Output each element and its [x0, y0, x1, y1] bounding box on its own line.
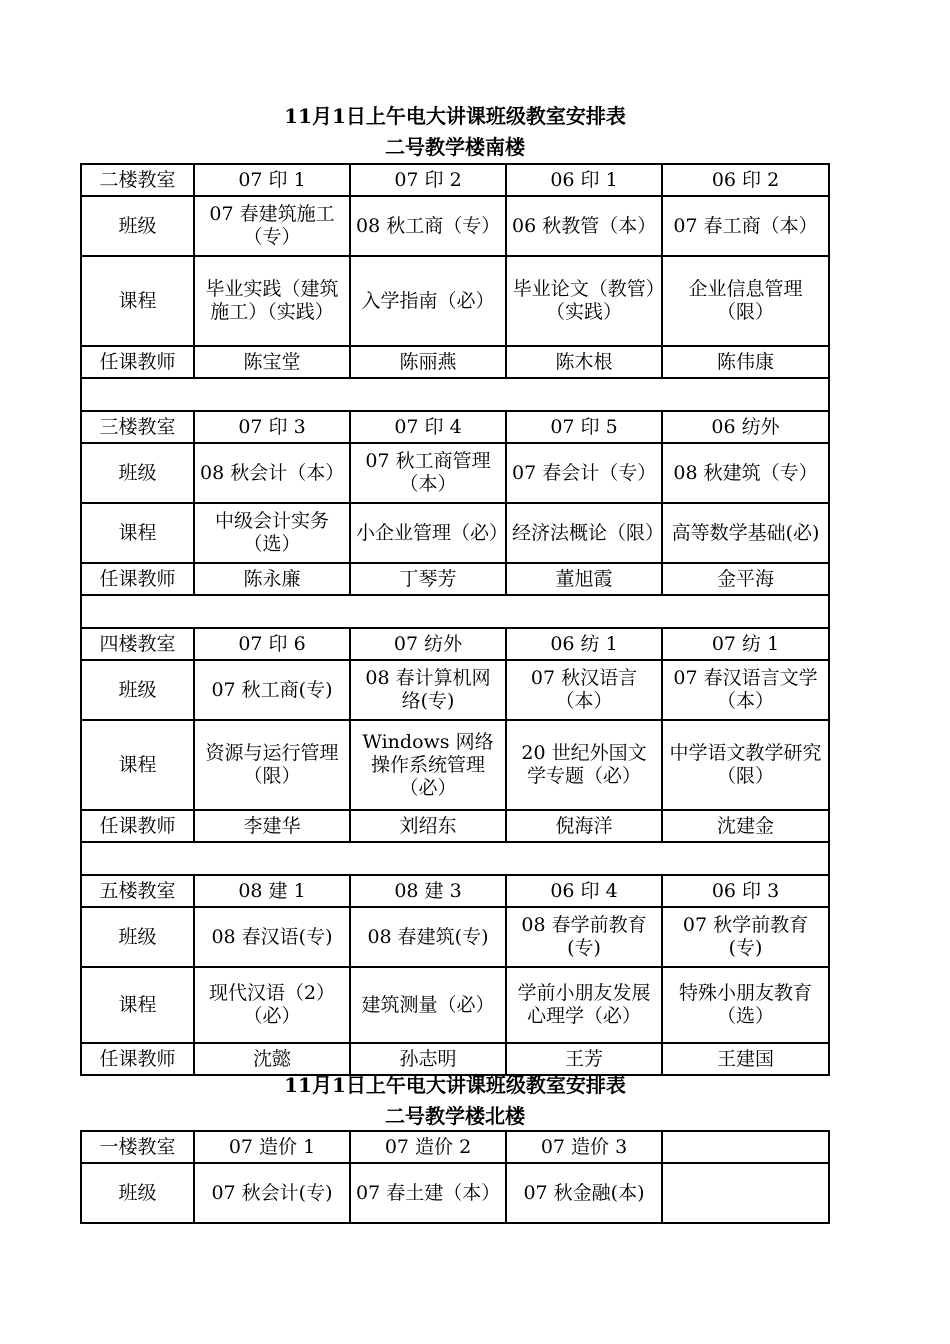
south-schedule-table	[80, 163, 830, 1076]
course-cell: 高等数学基础(必)	[662, 503, 829, 563]
class-cell: 07 春土建（本）	[350, 1163, 506, 1223]
separator-cell	[81, 595, 829, 628]
room-cell: 07 造价 1	[194, 1131, 350, 1163]
class-label: 班级	[81, 907, 194, 967]
teacher-cell: 孙志明	[350, 1043, 506, 1075]
room-cell: 07 纺外	[350, 628, 506, 660]
class-cell: 07 秋金融(本)	[506, 1163, 662, 1223]
teacher-cell: 陈宝堂	[194, 346, 350, 378]
course-row	[81, 503, 829, 563]
class-cell: 07 春会计（专）	[506, 443, 662, 503]
class-cell: 08 秋建筑（专）	[662, 443, 829, 503]
floor-label: 一楼教室	[81, 1131, 194, 1163]
class-cell: 06 秋教管（本）	[506, 196, 662, 256]
teacher-cell: 金平海	[662, 563, 829, 595]
teacher-cell: 王芳	[506, 1043, 662, 1075]
floor-separator-row	[81, 595, 829, 628]
teacher-cell: 倪海洋	[506, 810, 662, 842]
north-schedule-table	[80, 1130, 830, 1224]
course-cell: 资源与运行管理（限）	[194, 720, 350, 810]
south-title: 11月1日上午电大讲课班级教室安排表	[284, 104, 626, 128]
class-cell: 08 春学前教育(专)	[506, 907, 662, 967]
class-label: 班级	[81, 660, 194, 720]
class-cell: 07 春建筑施工（专）	[194, 196, 350, 256]
room-cell: 07 造价 3	[506, 1131, 662, 1163]
room-cell: 06 印 1	[506, 164, 662, 196]
class-row	[81, 907, 829, 967]
course-row	[81, 967, 829, 1043]
teacher-cell: 李建华	[194, 810, 350, 842]
class-cell: 08 春计算机网络(专)	[350, 660, 506, 720]
floor-label: 五楼教室	[81, 875, 194, 907]
room-cell: 06 印 3	[662, 875, 829, 907]
teacher-cell: 刘绍东	[350, 810, 506, 842]
course-label: 课程	[81, 967, 194, 1043]
course-cell: 小企业管理（必）	[350, 503, 506, 563]
class-cell	[662, 1163, 829, 1223]
class-cell: 07 秋工商(专)	[194, 660, 350, 720]
teacher-cell: 董旭霞	[506, 563, 662, 595]
class-cell: 07 秋汉语言（本）	[506, 660, 662, 720]
teacher-cell: 沈懿	[194, 1043, 350, 1075]
room-cell: 07 印 6	[194, 628, 350, 660]
course-cell: 建筑测量（必）	[350, 967, 506, 1043]
class-cell: 07 春工商（本）	[662, 196, 829, 256]
course-cell: 经济法概论（限）	[506, 503, 662, 563]
room-row	[81, 628, 829, 660]
separator-cell	[81, 378, 829, 411]
class-row	[81, 196, 829, 256]
course-cell: 中学语文教学研究（限）	[662, 720, 829, 810]
class-cell: 08 秋会计（本）	[194, 443, 350, 503]
floor-separator-row	[81, 378, 829, 411]
course-cell: Windows 网络操作系统管理（必）	[350, 720, 506, 810]
course-row	[81, 256, 829, 346]
teacher-cell: 陈木根	[506, 346, 662, 378]
floor-label: 三楼教室	[81, 411, 194, 443]
south-subtitle: 二号教学楼南楼	[385, 135, 525, 159]
separator-cell	[81, 842, 829, 875]
course-label: 课程	[81, 503, 194, 563]
class-cell: 08 春汉语(专)	[194, 907, 350, 967]
teacher-cell: 沈建金	[662, 810, 829, 842]
room-cell: 07 印 5	[506, 411, 662, 443]
room-cell: 06 印 4	[506, 875, 662, 907]
course-cell: 毕业实践（建筑施工）（实践）	[194, 256, 350, 346]
room-cell: 08 建 3	[350, 875, 506, 907]
class-row	[81, 660, 829, 720]
course-label: 课程	[81, 720, 194, 810]
teacher-cell: 陈伟康	[662, 346, 829, 378]
room-cell: 07 印 3	[194, 411, 350, 443]
teacher-row	[81, 346, 829, 378]
room-cell: 07 印 2	[350, 164, 506, 196]
room-cell: 06 纺 1	[506, 628, 662, 660]
teacher-cell: 陈丽燕	[350, 346, 506, 378]
teacher-cell: 王建国	[662, 1043, 829, 1075]
course-cell: 20 世纪外国文学专题（必）	[506, 720, 662, 810]
teacher-label: 任课教师	[81, 563, 194, 595]
north-title: 11月1日上午电大讲课班级教室安排表	[284, 1073, 626, 1097]
teacher-label: 任课教师	[81, 810, 194, 842]
class-cell: 08 秋工商（专）	[350, 196, 506, 256]
course-cell: 现代汉语（2）（必）	[194, 967, 350, 1043]
course-cell: 中级会计实务（选）	[194, 503, 350, 563]
room-cell: 07 印 4	[350, 411, 506, 443]
north-class-row	[81, 1163, 829, 1223]
course-cell: 入学指南（必）	[350, 256, 506, 346]
class-label: 班级	[81, 196, 194, 256]
teacher-cell: 丁琴芳	[350, 563, 506, 595]
course-label: 课程	[81, 256, 194, 346]
class-cell: 07 秋学前教育(专)	[662, 907, 829, 967]
room-row	[81, 411, 829, 443]
room-cell: 08 建 1	[194, 875, 350, 907]
class-cell: 07 春汉语言文学（本）	[662, 660, 829, 720]
floor-label: 四楼教室	[81, 628, 194, 660]
class-cell: 07 秋工商管理（本）	[350, 443, 506, 503]
room-row	[81, 875, 829, 907]
teacher-cell: 陈永廉	[194, 563, 350, 595]
north-subtitle: 二号教学楼北楼	[385, 1104, 525, 1128]
floor-label: 二楼教室	[81, 164, 194, 196]
teacher-row	[81, 563, 829, 595]
course-cell: 特殊小朋友教育（选）	[662, 967, 829, 1043]
north-room-row	[81, 1131, 829, 1163]
class-row	[81, 443, 829, 503]
teacher-row	[81, 1043, 829, 1075]
teacher-label: 任课教师	[81, 1043, 194, 1075]
room-row	[81, 164, 829, 196]
floor-separator-row	[81, 842, 829, 875]
room-cell: 07 造价 2	[350, 1131, 506, 1163]
class-label: 班级	[81, 443, 194, 503]
room-cell	[662, 1131, 829, 1163]
course-cell: 企业信息管理（限）	[662, 256, 829, 346]
room-cell: 07 纺 1	[662, 628, 829, 660]
room-cell: 06 印 2	[662, 164, 829, 196]
class-label: 班级	[81, 1163, 194, 1223]
class-cell: 07 秋会计(专)	[194, 1163, 350, 1223]
class-cell: 08 春建筑(专)	[350, 907, 506, 967]
course-cell: 学前小朋友发展心理学（必）	[506, 967, 662, 1043]
room-cell: 06 纺外	[662, 411, 829, 443]
teacher-row	[81, 810, 829, 842]
teacher-label: 任课教师	[81, 346, 194, 378]
course-cell: 毕业论文（教管）（实践）	[506, 256, 662, 346]
course-row	[81, 720, 829, 810]
room-cell: 07 印 1	[194, 164, 350, 196]
